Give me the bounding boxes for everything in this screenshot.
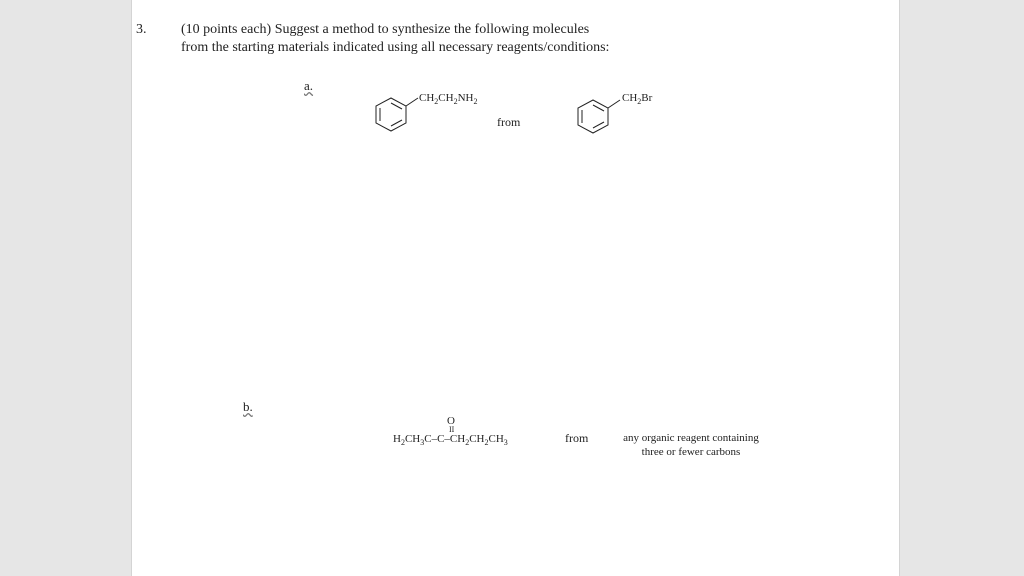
part-b-label: b. bbox=[243, 399, 253, 414]
document-page bbox=[131, 0, 900, 576]
question-text-line-1: (10 points each) Suggest a method to synthesize the following molecules bbox=[181, 22, 590, 37]
product-benzene-ring bbox=[375, 95, 415, 133]
carbonyl-double-bond: II bbox=[449, 425, 455, 434]
starting-substituent-formula: $CH_2Br$ bbox=[622, 92, 653, 107]
question-text-line-2: from the starting materials indicated using all necessary reagents/conditions: bbox=[181, 40, 610, 55]
part-b-from-label: from bbox=[565, 431, 589, 445]
question-number: 3. bbox=[136, 22, 147, 37]
ketone-formula: $H_2CH_3C-C-CH_2CH_2CH_3$ bbox=[393, 433, 508, 448]
part-a-from-label: from bbox=[497, 115, 521, 129]
carbonyl-oxygen: O bbox=[447, 415, 455, 427]
starting-benzene-ring bbox=[577, 97, 617, 135]
product-substituent-formula: $CH_2CH_2NH_2$ bbox=[419, 92, 478, 107]
part-b-starting-note: any organic reagent containing three or fewer carbons bbox=[623, 432, 759, 458]
part-a-label: a. bbox=[304, 78, 314, 93]
